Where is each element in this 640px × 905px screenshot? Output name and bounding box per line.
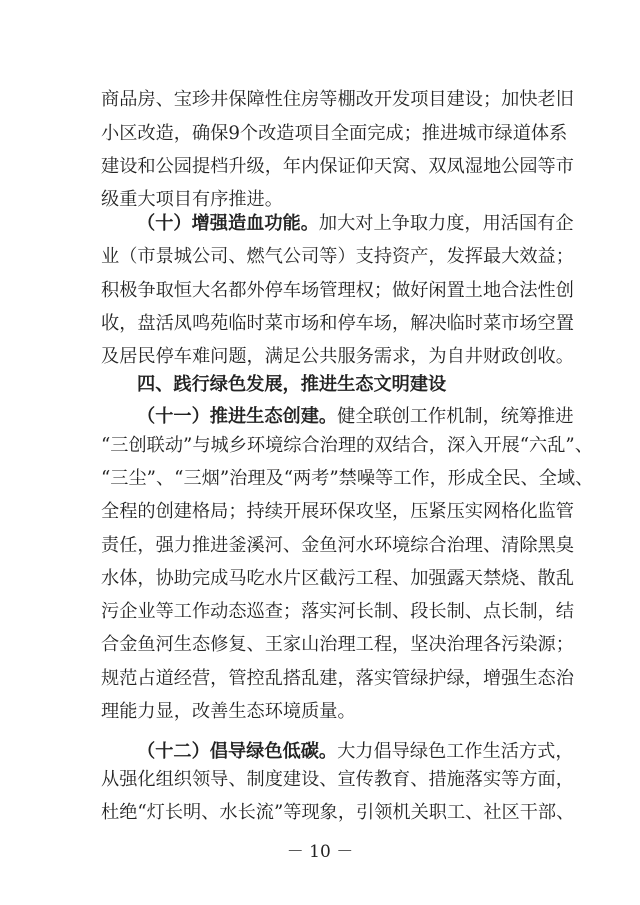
subheading-11: （十一）推进生态创建。 xyxy=(137,406,338,427)
text-line: 污企业等工作动态巡查；落实河长制、段长制、点长制，结 xyxy=(101,601,574,622)
text-line: 健全联创工作机制，统筹推进 xyxy=(337,406,574,427)
paragraph-11-first-line xyxy=(137,405,574,429)
text-line: 收，盘活凤鸣苑临时菜市场和停车场，解决临时菜市场空置 xyxy=(101,313,574,334)
text-line: 建设和公园提档升级，年内保证仰天窝、双凤湿地公园等市 xyxy=(101,156,574,177)
text-line: 规范占道经营，管控乱搭乱建，落实管绿护绿，增强生态治 xyxy=(101,668,574,689)
page-number: － 10 － xyxy=(286,842,354,862)
text-line: 小区改造，确保9个改造项目全面完成；推进城市绿道体系 xyxy=(101,123,568,144)
text-line: 商品房、宝珍井保障性住房等棚改开发项目建设；加快老旧 xyxy=(101,89,574,110)
text-line: 积极争取恒大名都外停车场管理权；做好闲置土地合法性创 xyxy=(101,280,574,301)
text-line: 加大对上争取力度，用活国有企 xyxy=(318,213,574,234)
text-line: 业（市景城公司、燃气公司等）支持资产，发挥最大效益； xyxy=(101,246,574,267)
text-line: “三创联动”与城乡环境综合治理的双结合，深入开展“六乱”、 xyxy=(101,435,593,456)
text-line: 及居民停车难问题，满足公共服务需求，为自井财政创收。 xyxy=(101,346,574,367)
paragraph-12-first-line xyxy=(137,740,574,764)
text-line: 责任，强力推进釜溪河、金鱼河水环境综合治理、清除黑臭 xyxy=(101,535,574,556)
text-line: 大力倡导绿色工作生活方式， xyxy=(337,741,574,762)
subheading-10: （十）增强造血功能。 xyxy=(137,213,319,234)
text-line: “三尘”、“三烟”治理及“两考”禁噪等工作，形成全民、全域、 xyxy=(101,468,594,489)
text-line: 理能力显，改善生态环境质量。 xyxy=(101,701,356,722)
section-heading-4: 四、践行绿色发展，推进生态文明建设 xyxy=(137,374,447,395)
text-line: 从强化组织领导、制度建设、宣传教育、措施落实等方面， xyxy=(101,769,574,790)
text-line: 合金鱼河生态修复、王家山治理工程，坚决治理各污染源； xyxy=(101,634,574,655)
subheading-12: （十二）倡导绿色低碳。 xyxy=(137,741,338,762)
text-line: 全程的创建格局；持续开展环保攻坚，压紧压实网格化监管 xyxy=(101,501,574,522)
text-line: 级重大项目有序推进。 xyxy=(101,189,283,210)
text-line: 杜绝“灯长明、水长流”等现象，引领机关职工、社区干部、 xyxy=(101,802,575,823)
paragraph-10-first-line xyxy=(137,212,574,236)
text-line: 水体，协助完成马吃水片区截污工程、加强露天禁烧、散乱 xyxy=(101,568,574,589)
